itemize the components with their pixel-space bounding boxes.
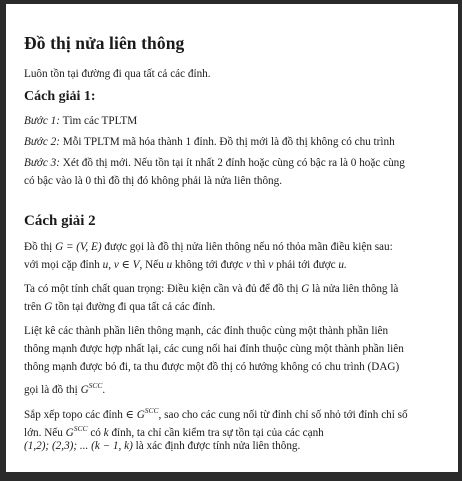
math-g: G [65,427,74,439]
text-span: thì [253,259,266,271]
step-3-continued: có bậc vào là 0 thì đồ thị đó không phải là nửa liên thông. [24,175,283,187]
math-g: G [136,409,145,421]
step-2 [24,134,448,152]
text-span: phải tới được [276,259,336,271]
math-v: v [245,259,251,271]
property-line-1 [24,281,448,299]
step-1-text: Tìm các TPLTM [62,115,138,127]
text-span: Sắp xếp topo các đỉnh ∈ [24,409,134,421]
math-v: v [268,259,274,271]
text-span: tồn tại đường đi qua tất cả các đỉnh. [55,301,216,313]
text-span: được gọi là đồ thị nửa liên thông nếu nó thỏa mãn điều kiện sau: [104,241,393,253]
definition-line-2 [24,257,448,275]
scc-line-1: Liệt kê các thành phần liên thông mạnh, các đỉnh thuộc cùng một thành phần liên [24,325,389,337]
step-1 [24,113,448,131]
text-span: Ta có một tính chất quan trọng: Điều kiện cần và đủ để đồ thị [24,283,299,295]
page-title: Đồ thị nửa liên thông [24,33,185,53]
math-g: G [80,384,89,396]
math-superscript: SCC [88,381,103,390]
math-superscript: SCC [73,424,88,433]
step-2-label: Bước 2: [24,136,60,148]
text-span: không tới được [174,259,244,271]
text-span: . [102,384,106,396]
text-span: đỉnh, ta chỉ cần kiểm tra sự tồn tại của các cạnh [111,427,324,439]
step-2-text: Mỗi TPLTM mã hóa thành 1 đỉnh. Đồ thị mới là đồ thị không có chu trình [62,136,395,148]
text-span: là xác định được tính nửa liên thông. [135,440,301,452]
document-page [6,4,458,472]
math-vertex-pair: u, v ∈ V [102,259,140,271]
screen-edge-bottom [0,472,462,481]
scc-line-3: thông mạnh được bỏ đi, ta thu được một đồ thị có hướng không có chu trình (DAG) [24,361,400,373]
text-span: lớn. Nếu [24,427,63,439]
math-g: G [44,301,53,313]
math-k: k [103,427,109,439]
property-line-2 [24,299,448,317]
math-g: G [301,283,310,295]
math-u: u [166,259,173,271]
solution2-heading: Cách giải 2 [24,213,96,229]
step-3-text: Xét đồ thị mới. Nếu tồn tại ít nhất 2 đỉnh hoặc cùng có bậc ra là 0 hoặc cùng [62,157,405,169]
text-span: trên [24,301,42,313]
step-3-label: Bước 3: [24,157,60,169]
solution1-heading: Cách giải 1: [24,89,96,104]
text-span: có [90,427,101,439]
text-span: , sao cho các cung nối từ đỉnh chỉ số nhỏ tới đỉnh chỉ số [158,409,408,421]
math-superscript: SCC [144,406,159,415]
scc-line-2: thông mạnh được hợp nhất lại, các cung nối hai đỉnh thuộc cùng một thành phần liên [24,343,404,355]
text-span: với mọi cặp đỉnh [24,259,100,271]
topo-line-3 [24,438,448,456]
text-span: Đồ thị [24,241,53,253]
text-span: gọi là đồ thị [24,384,78,396]
step-1-label: Bước 1: [24,115,60,127]
step-3 [24,155,448,173]
scc-line-4 [24,377,448,400]
text-span: là nửa liên thông là [312,283,399,295]
math-graph: G = (V, E) [55,241,102,253]
math-u: u. [338,259,347,271]
math-edge-list: (1,2); (2,3); ... (k − 1, k) [24,440,133,452]
definition-line-1 [24,239,448,257]
text-span: , Nếu [139,259,164,271]
intro-text: Luôn tồn tại đường đi qua tất cả các đỉnh. [24,68,211,80]
